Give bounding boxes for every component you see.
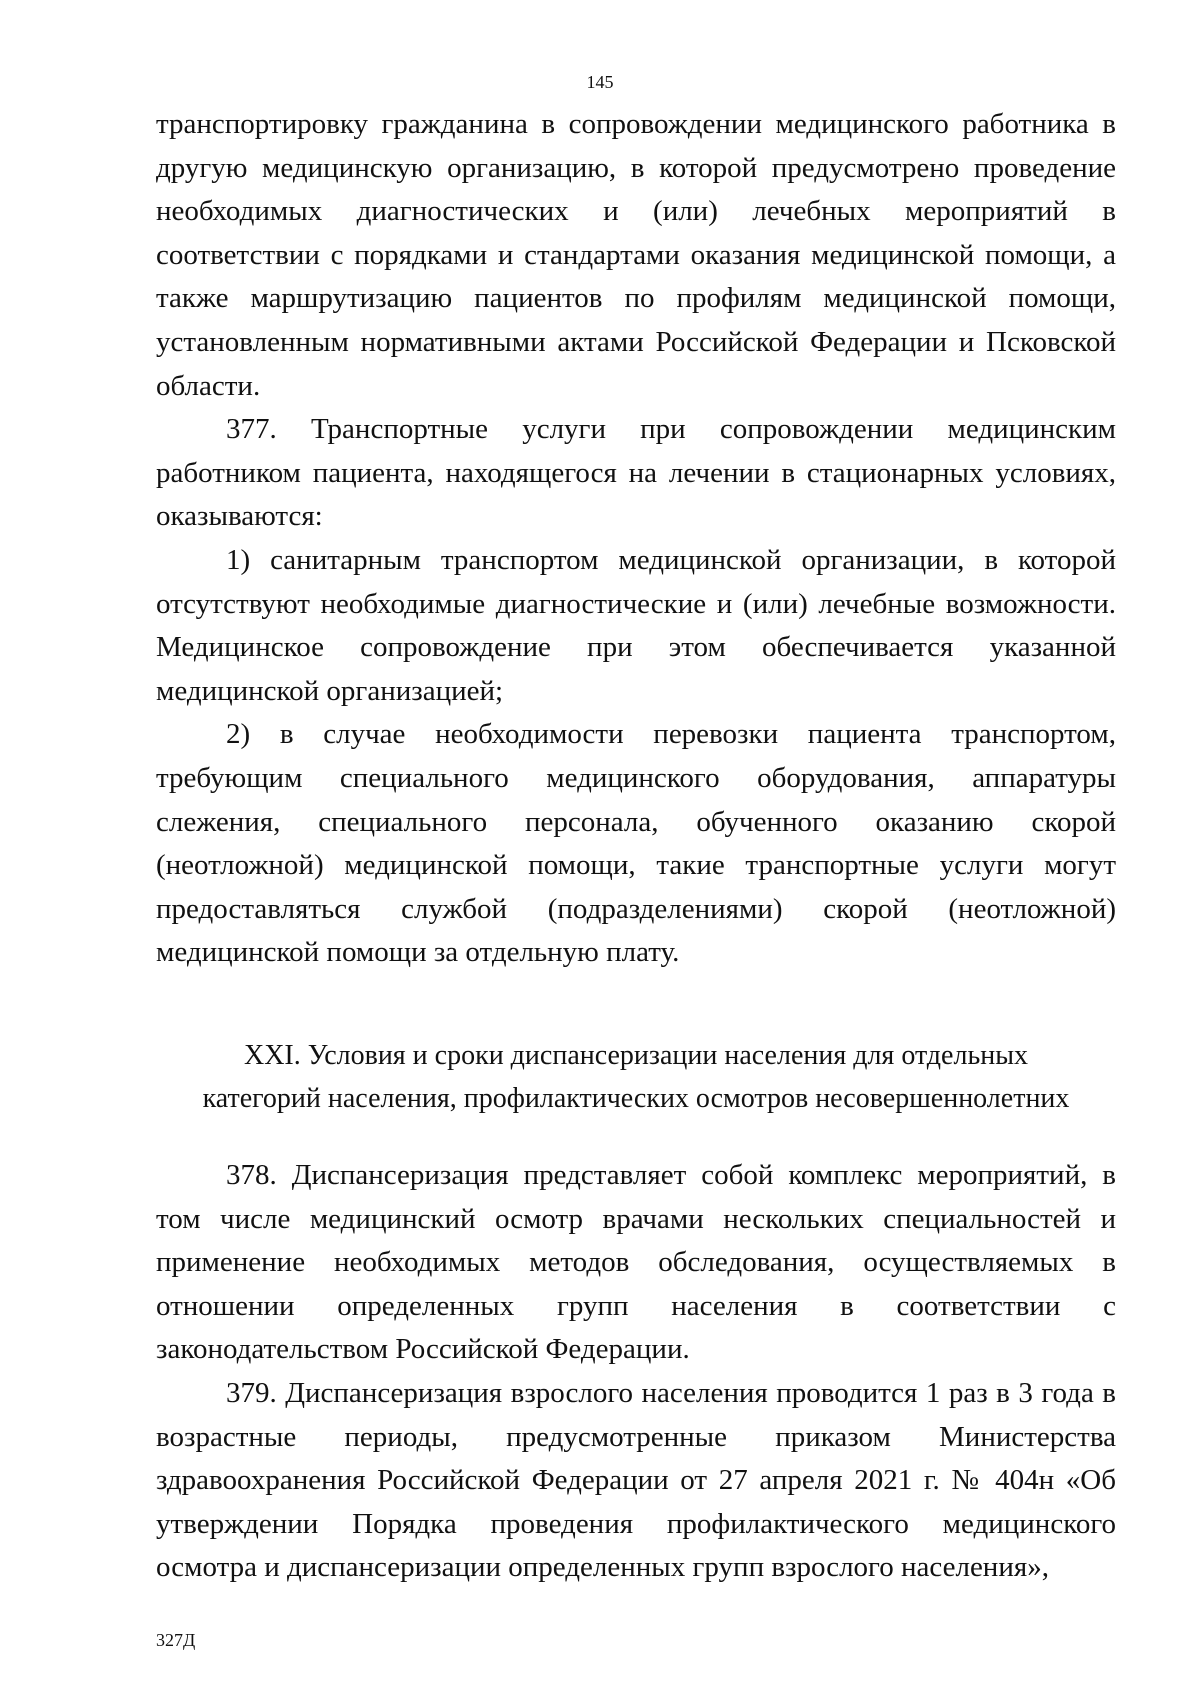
page-number: 145 [586,72,614,92]
paragraph-378: 378. Диспансеризация представляет собой комплекс мероприятий, в том числе медицинский осмотр врачами нескольких специальностей и применение необходимых методов обследования, осуществляемых в отношении определенных групп населения в соответствии с законодательством Российской Федерации. [156,1159,1116,1366]
section-heading-line-1: XXI. Условия и сроки диспансеризации населения для отдельных [243,1040,1029,1071]
paragraph-377: 377. Транспортные услуги при сопровождении медицинским работником пациента, находящегося на лечении в стационарных условиях, оказываются: [156,413,1116,533]
section-heading [156,1034,1116,1120]
document-body-top [156,103,1116,975]
section-heading-line-2: категорий населения, профилактических осмотров несовершеннолетних [202,1083,1070,1114]
document-body-bottom [156,1154,1116,1590]
paragraph-377-item-2: 2) в случае необходимости перевозки пациента транспортом, требующим специального медицинского оборудования, аппаратуры слежения, специального персонала, обученного оказанию скорой (неотложной) медицинской помощи, такие транспортные услуги могут предоставляться службой (подразделениями) скорой (неотложной) медицинской помощи за отдельную плату. [156,718,1116,969]
paragraph-377-item-1: 1) санитарным транспортом медицинской организации, в которой отсутствуют необходимые диагностические и (или) лечебные возможности. Медицинское сопровождение при этом обеспечивается указанной медицинской организацией; [156,543,1116,707]
footer-document-code: 327Д [156,1630,196,1650]
paragraph-continuation: транспортировку гражданина в сопровождении медицинского работника в другую медицинскую организацию, в которой предусмотрено проведение необходимых диагностических и (или) лечебных мероприятий в соответствии с порядками и стандартами оказания медицинской помощи, а также маршрутизацию пациентов по профилям медицинской помощи, установленным нормативными актами Российской Федерации и Псковской области. [156,108,1116,402]
paragraph-379: 379. Диспансеризация взрослого населения проводится 1 раз в 3 года в возрастные периоды, предусмотренные приказом Министерства здравоохранения Российской Федерации от 27 апреля 2021 г. № 404н «Об утверждении Порядка проведения профилактического медицинского осмотра и диспансеризации определенных групп взрослого населения», [156,1376,1116,1584]
